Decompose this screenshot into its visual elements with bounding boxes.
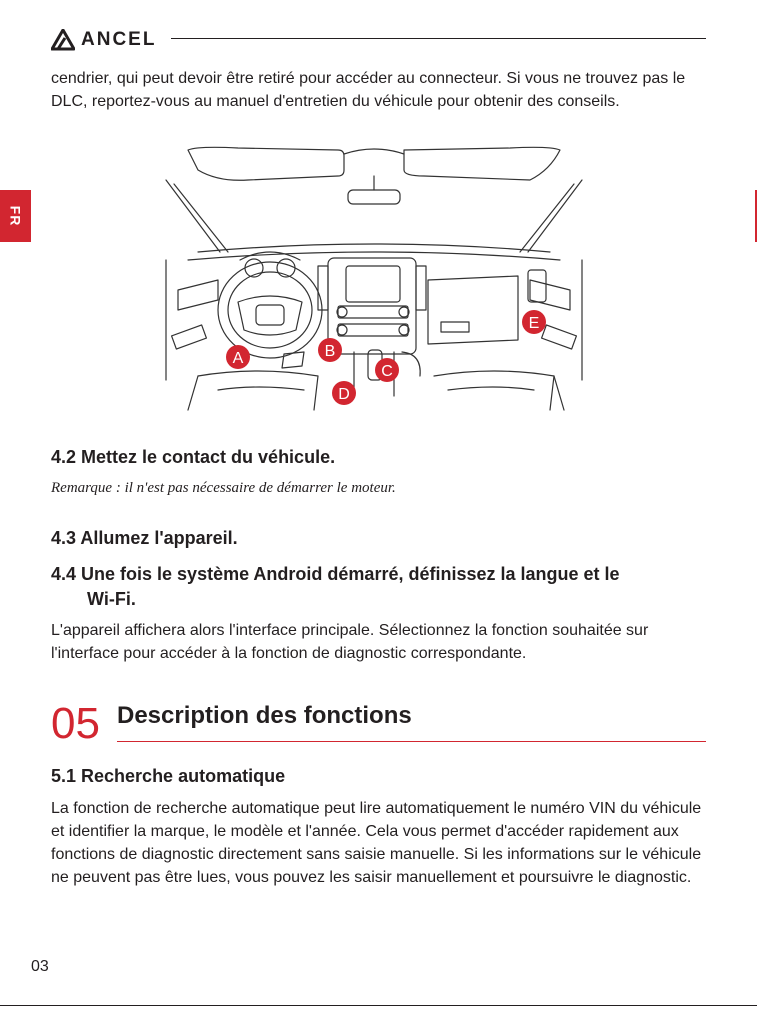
brand-logo bbox=[51, 28, 156, 52]
header-divider bbox=[171, 38, 706, 39]
heading-5-1: 5.1 Recherche automatique bbox=[51, 766, 286, 786]
marker-a: A bbox=[232, 350, 244, 367]
remark-text: Remarque : il n'est pas nécessaire de démarrer le moteur. bbox=[51, 480, 396, 496]
intro-paragraph: cendrier, qui peut devoir être retiré pour accéder au connecteur. Si vous ne trouvez pas le DLC, reportez-vous au manuel d'entretien du véhicule pour obtenir des conseils. bbox=[51, 70, 686, 110]
language-tab-label: FR bbox=[7, 205, 24, 227]
section-number: 05 bbox=[51, 699, 100, 748]
paragraph-5-1: La fonction de recherche automatique peut lire automatiquement le numéro VIN du véhicule et identifier la marque, le modèle et l'année. Cela vous permet d'accéder rapidement aux fonctions de diagnostic directement sans saisie manuelle. Si les informations sur le véhicule ne peuvent pas être lues, vous pouvez les saisir manuellement et poursuivre le diagnostic. bbox=[51, 800, 702, 886]
heading-4-3: 4.3 Allumez l'appareil. bbox=[51, 528, 238, 548]
heading-4-4-line1: 4.4 Une fois le système Android démarré, définissez la langue et le bbox=[51, 564, 620, 584]
section-divider bbox=[117, 741, 706, 742]
marker-c: C bbox=[381, 363, 393, 380]
marker-e: E bbox=[528, 315, 540, 332]
marker-b: B bbox=[324, 343, 336, 360]
page-header bbox=[51, 26, 706, 54]
heading-4-4 bbox=[51, 562, 711, 612]
heading-4-4-line2: Wi-Fi. bbox=[87, 589, 136, 609]
section-05-header bbox=[51, 700, 706, 748]
footer-divider bbox=[0, 1005, 757, 1006]
language-tab bbox=[0, 190, 31, 242]
marker-d: D bbox=[338, 386, 350, 403]
brand-name: ANCEL bbox=[81, 29, 157, 50]
car-interior-illustration bbox=[158, 140, 590, 412]
page-number: 03 bbox=[31, 958, 49, 975]
section-title: Description des fonctions bbox=[117, 702, 412, 729]
paragraph-4-4: L'appareil affichera alors l'interface principale. Sélectionnez la fonction souhaitée sur l'interface pour accéder à la fonction de diagnostic correspondante. bbox=[51, 622, 649, 662]
ancel-logo-icon bbox=[51, 29, 75, 51]
heading-4-2: 4.2 Mettez le contact du véhicule. bbox=[51, 447, 336, 467]
